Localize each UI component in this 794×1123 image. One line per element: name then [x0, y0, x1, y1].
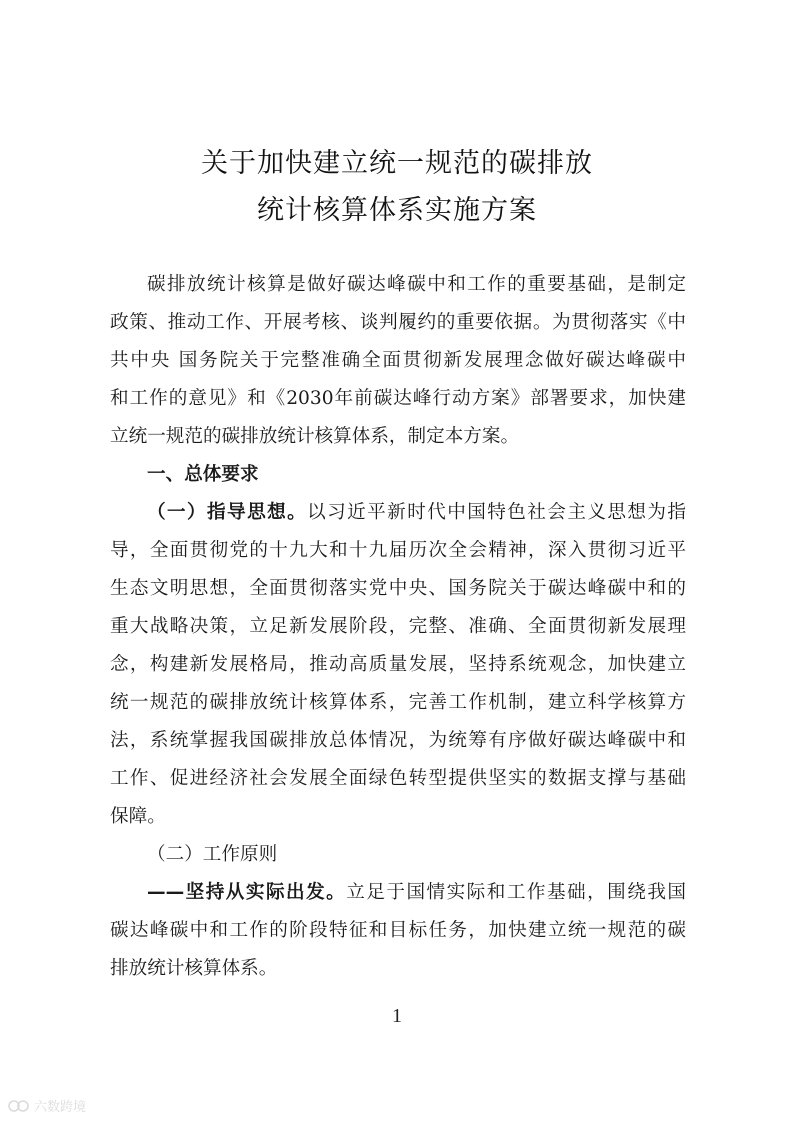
intro-line-4: 和工作的意见》和《2030年前碳达峰行动方案》部署要求，加快建	[110, 388, 686, 409]
guiding-thought-label: （一）指导思想。	[147, 502, 308, 523]
guiding-thought-line-9: 保障。	[110, 806, 166, 827]
guiding-thought-line-8: 工作、促进经济社会发展全面绿色转型提供坚实的数据支撑与基础	[110, 768, 686, 789]
guiding-thought-line-1	[110, 494, 686, 532]
section-heading-general-requirements: 一、总体要求	[147, 464, 259, 485]
principle-line-3: 排放统计核算体系。	[110, 958, 278, 979]
intro-line-1: 碳排放统计核算是做好碳达峰碳中和工作的重要基础，是制定	[147, 274, 686, 295]
guiding-thought-line-5: 念，构建新发展格局，推动高质量发展，坚持系统观念，加快建立	[110, 654, 686, 675]
watermark	[8, 1096, 86, 1115]
document-title-line-1: 关于加快建立统一规范的碳排放	[201, 148, 593, 179]
document-body	[110, 266, 686, 988]
watermark-text: 六数跨境	[34, 1100, 87, 1115]
guiding-thought-line-4: 重大战略决策，立足新发展阶段，完整、准确、全面贯彻新发展理	[110, 616, 686, 637]
intro-line-2: 政策、推动工作、开展考核、谈判履约的重要依据。为贯彻落实《中	[110, 312, 686, 333]
guiding-thought-line-2: 导，全面贯彻党的十九大和十九届历次全会精神，深入贯彻习近平	[110, 540, 686, 561]
principle-line-2: 碳达峰碳中和工作的阶段特征和目标任务，加快建立统一规范的碳	[110, 920, 686, 941]
watermark-logo-icon	[8, 1098, 30, 1114]
principle-text: 立足于国情实际和工作基础，围绕我国	[346, 882, 686, 903]
principle-line-1	[110, 874, 686, 912]
intro-line-5: 立统一规范的碳排放统计核算体系，制定本方案。	[110, 426, 520, 447]
guiding-thought-line-3: 生态文明思想，全面贯彻落实党中央、国务院关于碳达峰碳中和的	[110, 578, 686, 599]
document-title-line-2: 统计核算体系实施方案	[257, 195, 537, 226]
principle-label: ——坚持从实际出发。	[147, 882, 347, 903]
guiding-thought-line-6: 统一规范的碳排放统计核算体系，完善工作机制，建立科学核算方	[110, 692, 686, 713]
page-number: 1	[392, 1005, 402, 1027]
guiding-thought-line-7: 法，系统掌握我国碳排放总体情况，为统筹有序做好碳达峰碳中和	[110, 730, 686, 751]
guiding-thought-text: 以习近平新时代中国特色社会主义思想为指	[307, 502, 686, 523]
work-principles-heading: （二）工作原则	[147, 844, 278, 865]
intro-line-3: 共中央 国务院关于完整准确全面贯彻新发展理念做好碳达峰碳中	[110, 350, 686, 371]
